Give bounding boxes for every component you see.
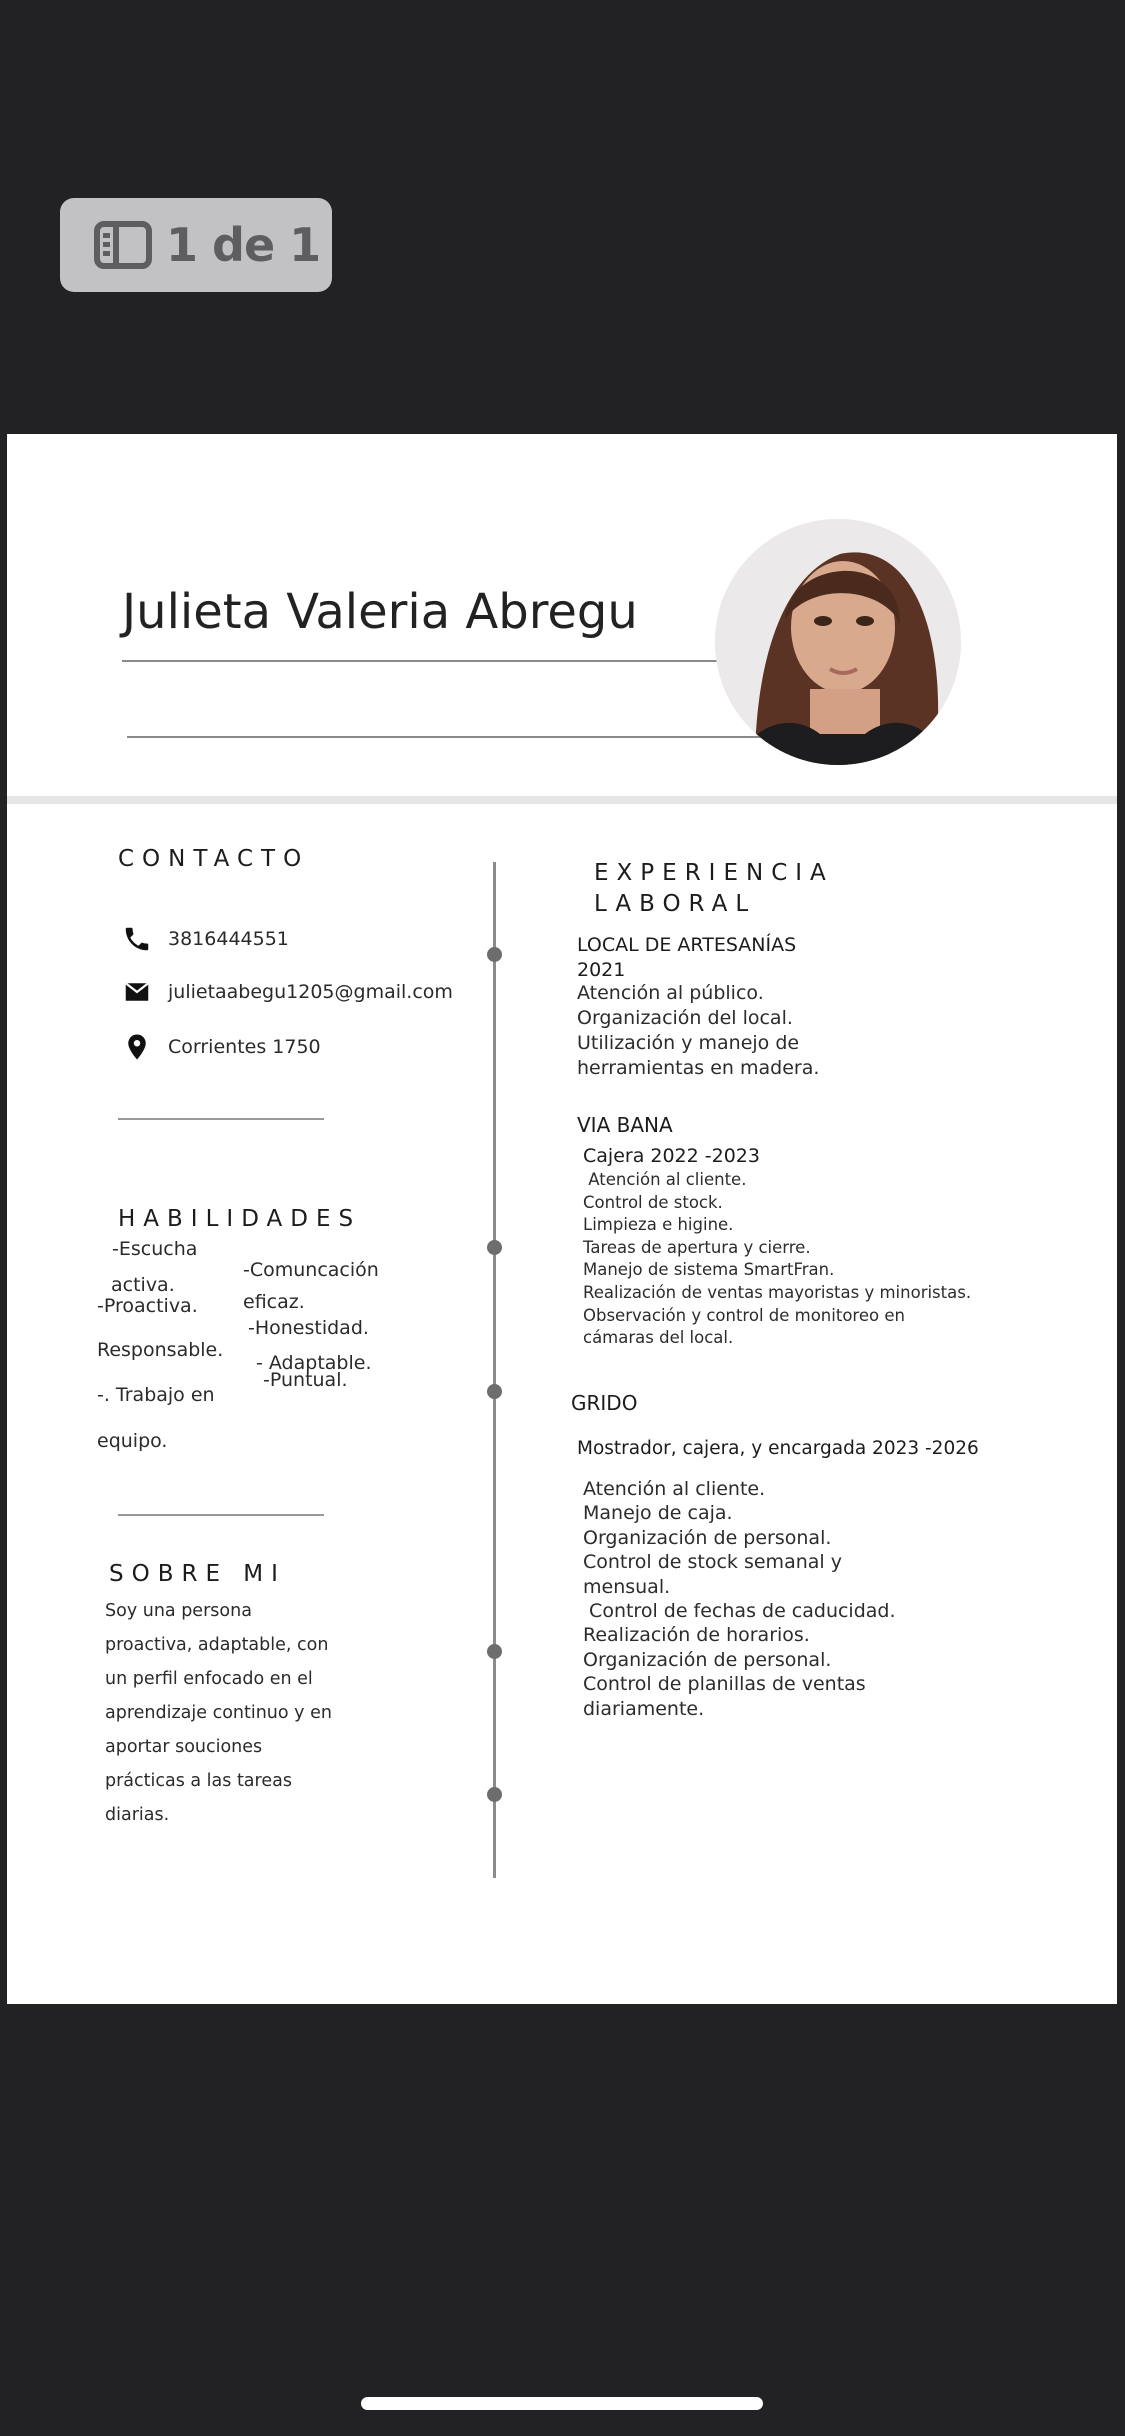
timeline-dot [487,947,502,962]
email-address: julietaabegu1205@gmail.com [168,981,453,1003]
job-company: GRIDO [571,1391,638,1415]
skill-item: eficaz. [243,1291,305,1313]
job-duties: Atención al cliente. Control de stock. Limpieza e higine. Tareas de apertura y cierre. Manejo de sistema SmartFran. Realización de ventas mayoristas y minoristas. Observación y control de monitoreo en cámaras del local. [583,1170,972,1348]
address-text: Corrientes 1750 [168,1036,321,1058]
contact-title: CONTACTO [118,846,310,872]
skill-item: -Escucha [112,1238,198,1260]
document-page [7,434,1117,2004]
name-underline-1 [122,660,722,662]
header-divider [7,796,1117,804]
skill-item: Responsable. [97,1339,224,1361]
job-role: Mostrador, cajera, y encargada 2023 -2026 [577,1438,979,1459]
sidebar-toggle-icon [94,221,152,269]
skill-item: -. Trabajo en [97,1384,215,1406]
job-role: Cajera 2022 -2023 [583,1145,760,1167]
job-duties: Atención al público. Organización del local. Utilización y manejo de herramientas en madera. [577,982,820,1079]
profile-photo [715,519,961,765]
timeline-line [493,862,496,1878]
phone-icon [122,924,152,954]
experience-title-line2: LABORAL [594,891,757,917]
name-underline-2 [127,736,767,738]
skills-divider [118,1514,324,1516]
job-company: VIA BANA [577,1113,673,1137]
skill-item: -Puntual. [263,1369,348,1391]
job-period: 2021 [577,959,626,981]
skills-title: HABILIDADES [118,1206,362,1232]
contact-address [122,1032,321,1062]
home-indicator[interactable] [361,2397,763,2410]
mail-icon [122,977,152,1007]
job-company: LOCAL DE ARTESANÍAS [577,934,797,956]
skill-item: -Proactiva. [97,1295,198,1317]
contact-phone[interactable] [122,924,289,954]
page-indicator-label: 1 de 1 [166,218,321,272]
contact-divider [118,1118,324,1120]
timeline-dot [487,1644,502,1659]
skill-item: - Adaptable. [256,1352,372,1374]
job-duties: Atención al cliente. Manejo de caja. Organización de personal. Control de stock semanal y mensual. Control de fechas de caducidad. Realización de horarios. Organización de personal. Control de planillas de ventas diariamente. [583,1478,896,1720]
location-pin-icon [122,1032,152,1062]
phone-number: 3816444551 [168,928,289,950]
about-title: SOBRE MI [109,1561,286,1587]
skill-item: -Comuncación [243,1259,379,1281]
timeline-dot [487,1787,502,1802]
cv-name: Julieta Valeria Abregu [122,584,638,640]
about-text: Soy una persona proactiva, adaptable, con un perfil enfocado en el aprendizaje continuo y en aportar souciones prácticas a las tareas diarias. [105,1601,332,1825]
contact-email[interactable] [122,977,453,1007]
skill-item: -Honestidad. [248,1317,369,1339]
timeline-dot [487,1240,502,1255]
page-indicator[interactable] [60,198,332,292]
experience-title-line1: EXPERIENCIA [594,860,834,886]
timeline-dot [487,1384,502,1399]
skill-item: equipo. [97,1430,168,1452]
skill-item: activa. [111,1274,175,1296]
